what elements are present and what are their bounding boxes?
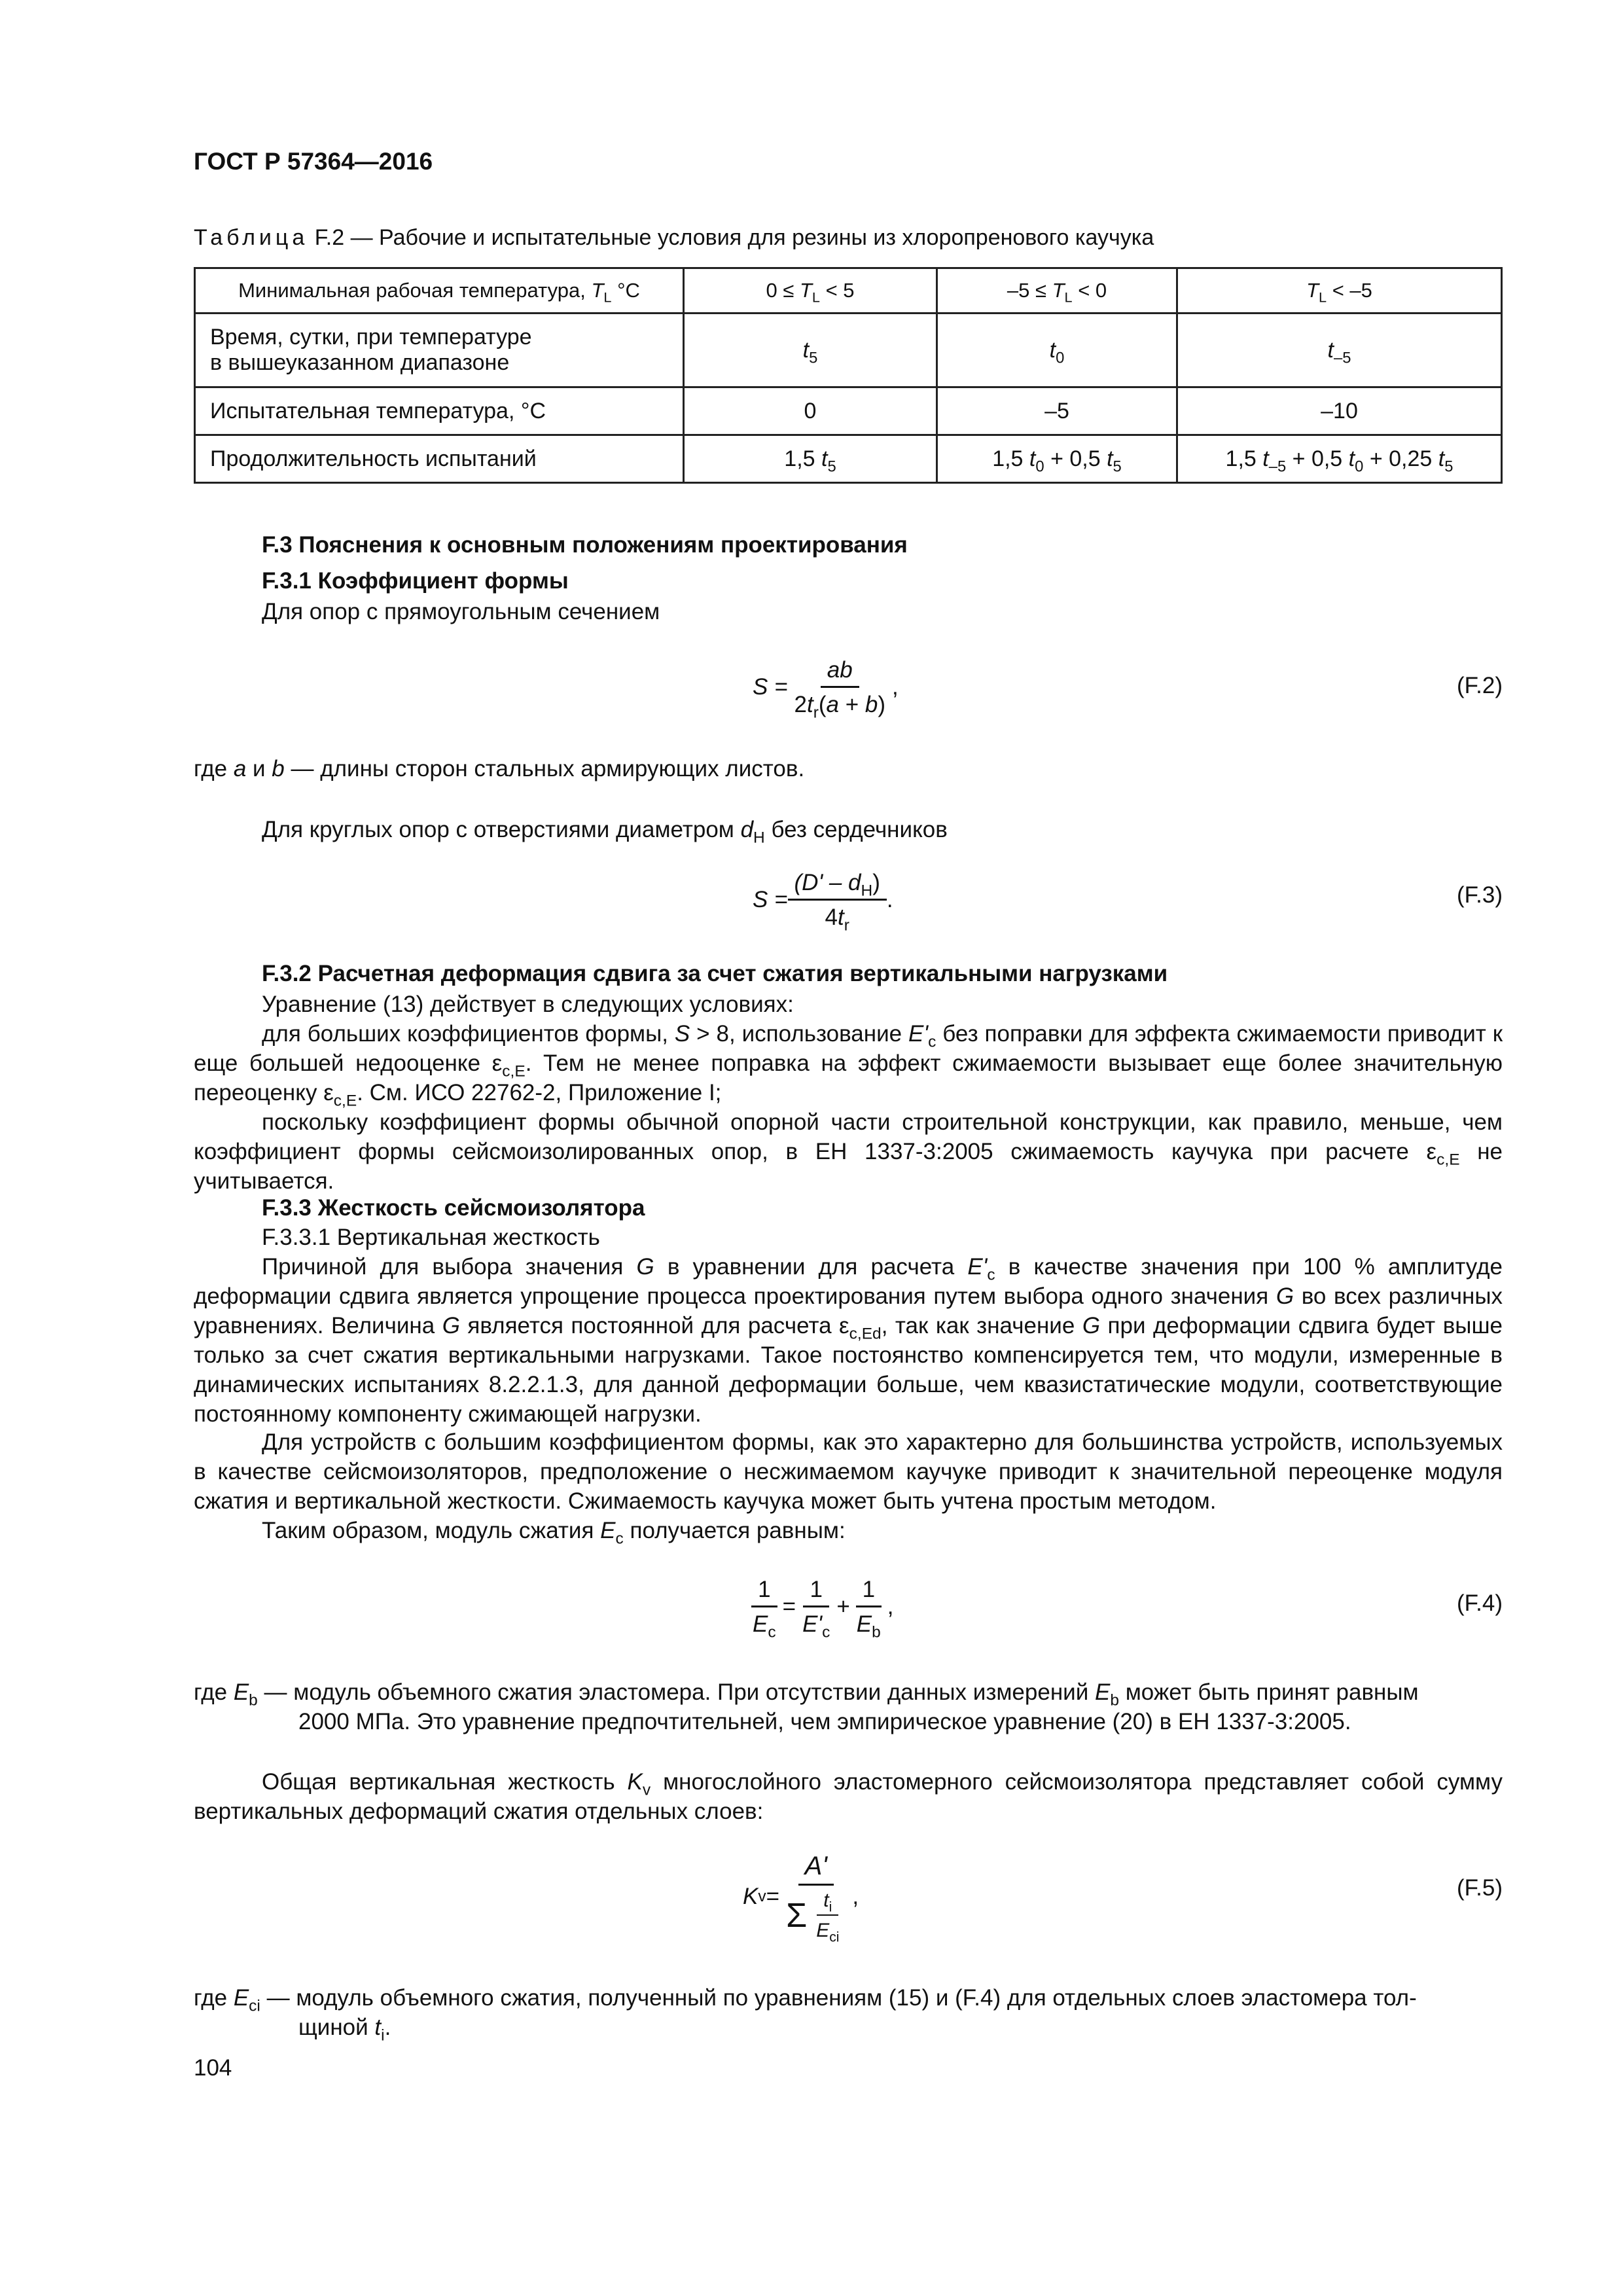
- header-cell-range-3: $T_L < -5$: [1177, 268, 1502, 314]
- header-cell-range-1: $0 \le T_L < 5$: [684, 268, 937, 314]
- paragraph: Для круглых опор с отверстиями диаметром $d_H$ без сердечников: [262, 817, 948, 847]
- paragraph: Таким образом, модуль сжатия $E_c$ получается равным:: [262, 1518, 846, 1548]
- equation-number-f2: (F.2): [1457, 673, 1503, 698]
- section-title-f3: F.3 Пояснения к основным положениям проектирования: [262, 532, 908, 558]
- paragraph: Причиной для выбора значения G в уравнении для расчета $E'_c$ в качестве значения при 100 % амплитуде деформации сдвига является упрощение процесса проектирования путем выбора одного значения G во всех различных уравнениях. Величина G является постоянной для расчета $\varepsilon_{c,Ed}$, так как значение G при деформации сдвига будет выше только за счет сжатия вертикальными нагрузками. Такое постоянство компенсируется тем, что модули, измеренные в динамических испытаниях 8.2.2.1.3, для данной деформации больше, чем квазистатические модули, соответствующие постоянному компоненту сжимающей нагрузки.: [194, 1254, 1503, 1427]
- paragraph: поскольку коэффициент формы обычной опорной части строительной конструкции, как правило, меньше, чем коэффициент формы сейсмоизолированных опор, в ЕН 1337-3:2005 сжимаемость каучука при расчете $\varepsilon_{c,E}$ не учитывается.: [194, 1109, 1503, 1194]
- paragraph: Общая вертикальная жесткость $K_v$ многослойного эластомерного сейсмоизолятора представляет собой сумму вертикальных деформаций сжатия отдельных слоев:: [194, 1769, 1503, 1824]
- equation-number-f5: (F.5): [1457, 1875, 1503, 1901]
- paragraph: где a и b — длины сторон стальных армирующих листов.: [194, 756, 805, 781]
- paragraph: для больших коэффициентов формы, S > 8, использование $E'_c$ без поправки для эффекта сжимаемости приводит к еще большей недооценке $\varepsilon_{c,E}$. Тем не менее поправка на эффект сжимаемости вызывает еще более значительную переоценку $\varepsilon_{c,E}$. См. ИСО 22762-2, Приложение I;: [194, 1021, 1503, 1110]
- section-title-f31: F.3.1 Коэффициент формы: [262, 568, 569, 594]
- table-row: [195, 314, 1502, 387]
- header-cell-min-temp: Минимальная рабочая температура, $T_L$ °С: [195, 268, 684, 314]
- fraction: $\frac{1}{E_c}$: [753, 1576, 776, 1641]
- row-label-test-temp: Испытательная температура, °С: [195, 387, 684, 435]
- equation-f5: K v = A' Σ $\frac{t_i}{E_{ci}}$ ,: [743, 1852, 859, 1945]
- fraction: $\frac{1}{E_b}$: [856, 1576, 881, 1641]
- header-cell-range-2: $-5 \le T_L < 0$: [937, 268, 1177, 314]
- table-row: [195, 435, 1502, 483]
- equation-number-f3: (F.3): [1457, 882, 1503, 908]
- equation-f4: $\frac{1}{E_c}$ = $\frac{1}{E'_c}$ + $\frac{1}{E_b}$ ,: [746, 1561, 894, 1653]
- equation-f3: S = $\frac{(D' - d_H)}{4t_r}$ .: [753, 869, 893, 935]
- conditions-table: [194, 267, 1503, 484]
- table-caption-word: Таблица: [194, 225, 309, 250]
- table-caption: [194, 225, 1154, 251]
- table-cell: –10: [1177, 387, 1502, 435]
- paragraph: где $E_b$ — модуль объемного сжатия эластомера. При отсутствии данных измерений $E_b$ может быть принят равным 2000 МПа. Это уравнение предпочтительней, чем эмпирическое уравнение (20) в ЕН 1337-3:2005.: [194, 1679, 1419, 1734]
- paragraph: Для опор с прямоугольным сечением: [262, 599, 660, 624]
- table-cell: $t_5$: [684, 314, 937, 387]
- fraction: $\frac{ab}{2t_r(a + b)}$: [794, 656, 886, 722]
- section-title-f331: F.3.3.1 Вертикальная жесткость: [262, 1225, 600, 1250]
- table-cell: 0: [684, 387, 937, 435]
- row-label-duration: Продолжительность испытаний: [195, 435, 684, 483]
- equation-number-f4: (F.4): [1457, 1590, 1503, 1616]
- paragraph: Для устройств с большим коэффициентом формы, как это характерно для большинства устройств, используемых в качестве сейсмоизоляторов, предположение о несжимаемом каучуке приводит к значительной переоценке модуля сжатия и вертикальной жесткости. Сжимаемость каучука может быть учтена простым методом.: [194, 1429, 1503, 1514]
- page-number: 104: [194, 2055, 232, 2081]
- table-cell: $t_0$: [937, 314, 1177, 387]
- table-header-row: [195, 268, 1502, 314]
- section-title-f33: F.3.3 Жесткость сейсмоизолятора: [262, 1195, 645, 1221]
- fraction: $\frac{(D' - d_H)}{4t_r}$: [788, 870, 887, 931]
- table-cell: 1,5 $t_{-5} + 0,5$ $t_0 + 0,25$ $t_5$: [1177, 435, 1502, 483]
- fraction: $\frac{1}{E'_c}$: [802, 1576, 830, 1641]
- equation-f2: S = $\frac{ab}{2t_r(a + b)}$ ,: [753, 656, 899, 722]
- table-cell: 1,5 $t_5$: [684, 435, 937, 483]
- document-header: ГОСТ Р 57364—2016: [194, 148, 433, 175]
- table-row: [195, 387, 1502, 435]
- table-cell: 1,5 $t_0 + 0,5$ $t_5$: [937, 435, 1177, 483]
- table-cell: –5: [937, 387, 1177, 435]
- fraction: A' Σ $\frac{t_i}{E_{ci}}$: [786, 1852, 840, 1945]
- paragraph: где $E_{ci}$ — модуль объемного сжатия, полученный по уравнениям (15) и (F.4) для отдельных слоев эластомера тол- щиной $t_i$.: [194, 1985, 1417, 2045]
- table-caption-text: F.2 — Рабочие и испытательные условия для резины из хлоропренового каучука: [314, 225, 1154, 250]
- section-title-f32: F.3.2 Расчетная деформация сдвига за счет сжатия вертикальными нагрузками: [262, 961, 1168, 986]
- table-cell: $t_{-5}$: [1177, 314, 1502, 387]
- row-label-time: Время, сутки, при температуре в вышеуказанном диапазоне: [195, 314, 684, 387]
- paragraph: Уравнение (13) действует в следующих условиях:: [262, 992, 794, 1017]
